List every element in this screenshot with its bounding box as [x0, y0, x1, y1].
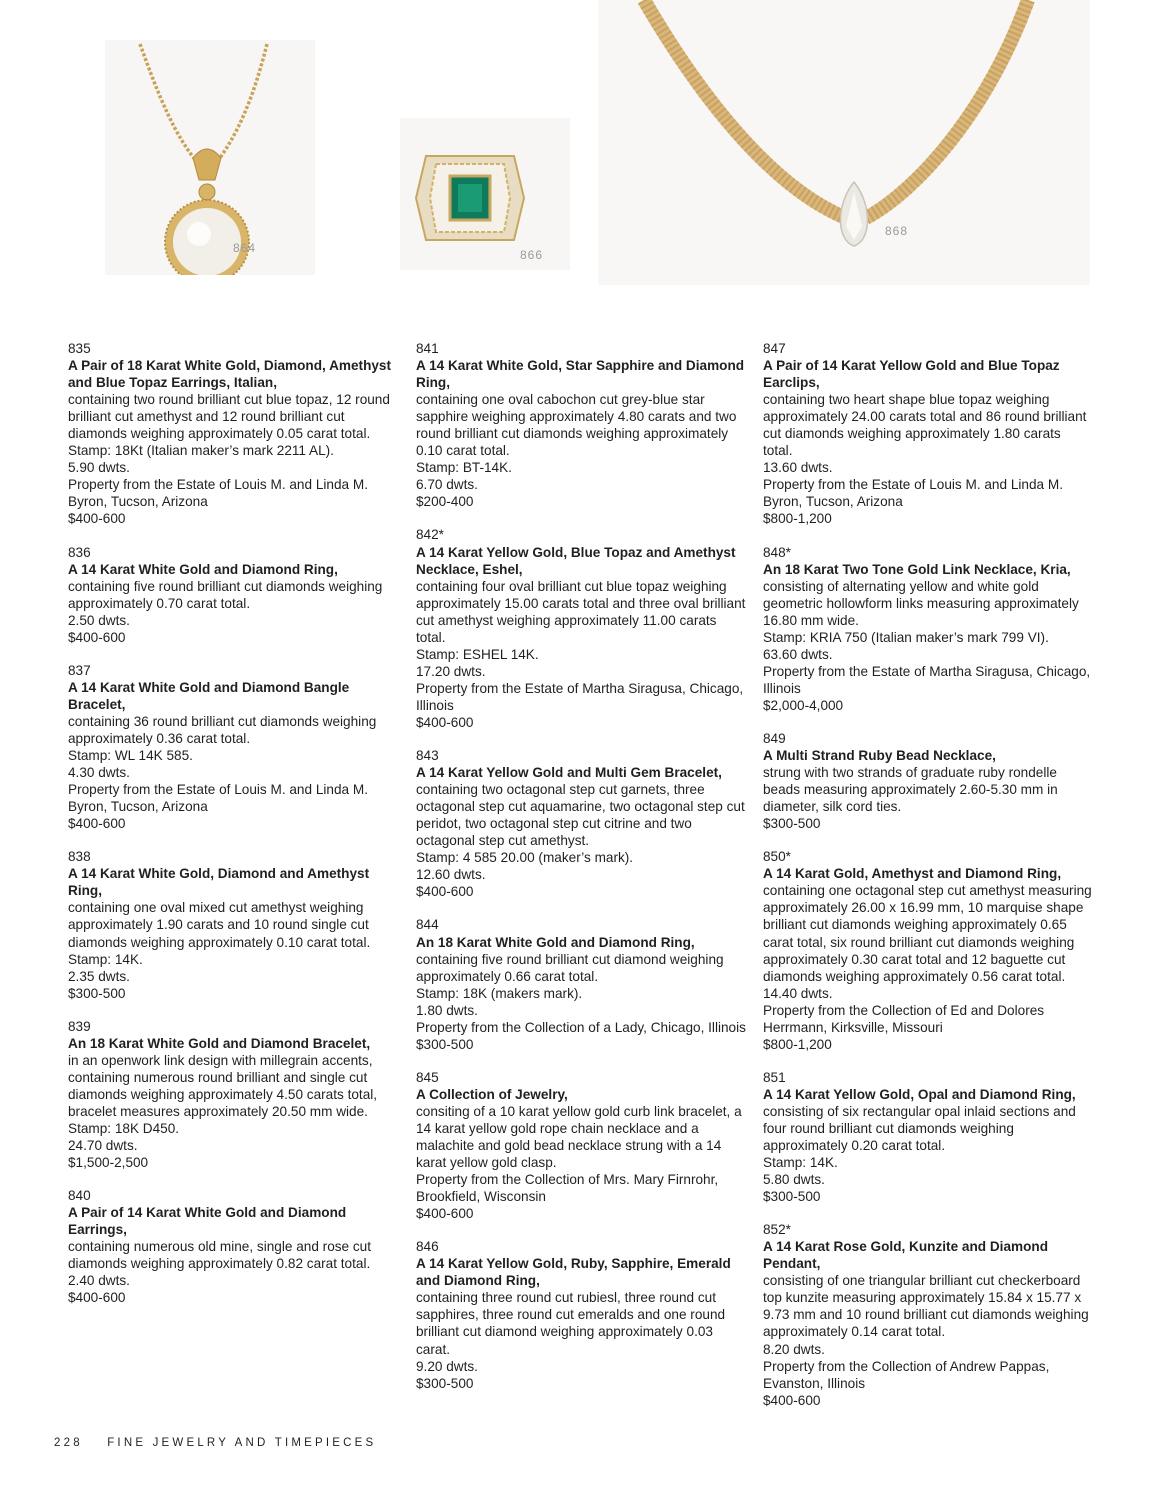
lot-848 — [763, 544, 1093, 714]
lot-842 — [416, 526, 746, 731]
lot-estimate: $1,500-2,500 — [68, 1155, 149, 1171]
lot-weight: 5.80 dwts. — [763, 1172, 825, 1188]
lot-stamp: Stamp: 18K D450. — [68, 1120, 180, 1136]
lot-846 — [416, 1238, 746, 1391]
lot-weight: 1.80 dwts. — [416, 1002, 478, 1018]
photo-label-866: 866 — [520, 248, 544, 262]
lot-weight: 2.35 dwts. — [68, 968, 130, 984]
lot-number: 845 — [416, 1069, 439, 1085]
lot-estimate: $400-600 — [763, 1392, 821, 1408]
lot-description: consisting of alternating yellow and white gold geometric hollowform links measuring approximately 16.80 mm wide. — [763, 578, 1079, 628]
lot-description: containing five round brilliant cut diamond weighing approximately 0.66 carat total. — [416, 951, 724, 984]
catalog-column-1 — [68, 340, 398, 1322]
photo-lot-866 — [400, 118, 570, 270]
lot-description: containing two round brilliant cut blue topaz, 12 round brilliant cut amethyst and 12 round brilliant cut diamonds weighing approximately 0.05 carat total. — [68, 392, 390, 442]
lot-stamp: Stamp: 4 585 20.00 (maker’s mark). — [416, 850, 634, 866]
lot-849 — [763, 730, 1093, 832]
section-title: FINE JEWELRY AND TIMEPIECES — [107, 1437, 377, 1449]
lot-number: 840 — [68, 1188, 91, 1204]
lot-estimate: $2,000-4,000 — [763, 697, 844, 713]
lot-weight: 2.50 dwts. — [68, 612, 130, 628]
lot-provenance: Property from the Collection of Ed and Dolores Herrmann, Kirksville, Missouri — [763, 1002, 1045, 1035]
lot-title: A 14 Karat Yellow Gold and Multi Gem Bracelet, — [416, 765, 722, 781]
lot-835 — [68, 340, 398, 528]
lot-description: in an openwork link design with millegrain accents, containing numerous round brilliant and single cut diamonds weighing approximately 4.50 carats total, bracelet measures approximately 20.50 mm wide. — [68, 1052, 378, 1119]
lot-weight: 14.40 dwts. — [763, 985, 833, 1001]
lot-weight: 13.60 dwts. — [763, 460, 833, 476]
photo-label-868: 868 — [885, 224, 909, 238]
lot-title: A Pair of 14 Karat White Gold and Diamond Earrings, — [68, 1205, 347, 1238]
lot-description: consisting of six rectangular opal inlaid sections and four round brilliant cut diamonds weighing approximately 0.20 carat total. — [763, 1103, 1076, 1154]
lot-number: 846 — [416, 1239, 439, 1255]
lot-title: A Pair of 14 Karat Yellow Gold and Blue Topaz Earclips, — [763, 358, 1060, 391]
lot-weight: 5.90 dwts. — [68, 460, 130, 476]
lot-weight: 63.60 dwts. — [763, 646, 833, 662]
lot-number: 850* — [763, 849, 791, 865]
lot-stamp: Stamp: 18Kt (Italian maker’s mark 2211 AL). — [68, 443, 334, 459]
lot-description: containing four oval brilliant cut blue topaz weighing approximately 15.00 carats total and three oval brilliant cut amethyst weighing approximately 11.00 carats total. — [416, 578, 746, 645]
lot-description: consiting of a 10 karat yellow gold curb link bracelet, a 14 karat yellow gold rope chain necklace and a malachite and gold bead necklace strung with a 14 karat yellow gold clasp. — [416, 1103, 742, 1171]
lot-weight: 4.30 dwts. — [68, 765, 130, 781]
lot-843 — [416, 747, 746, 900]
lot-weight: 8.20 dwts. — [763, 1341, 825, 1357]
lot-provenance: Property from the Collection of Mrs. Mary Firnrohr, Brookfield, Wisconsin — [416, 1172, 719, 1205]
lot-title: A 14 Karat White Gold, Star Sapphire and Diamond Ring, — [416, 358, 745, 391]
lot-number: 851 — [763, 1069, 786, 1085]
page-footer — [54, 1437, 376, 1449]
lot-stamp: Stamp: ESHEL 14K. — [416, 646, 539, 662]
lot-852 — [763, 1221, 1093, 1409]
lot-title: A Multi Strand Ruby Bead Necklace, — [763, 748, 996, 764]
lot-weight: 6.70 dwts. — [416, 477, 478, 493]
lot-description: containing numerous old mine, single and rose cut diamonds weighing approximately 0.82 carat total. — [68, 1239, 372, 1272]
lot-weight: 24.70 dwts. — [68, 1138, 138, 1154]
photo-label-864: 864 — [233, 241, 257, 255]
lot-title: A 14 Karat Rose Gold, Kunzite and Diamond Pendant, — [763, 1239, 1049, 1272]
lot-estimate: $400-600 — [68, 1290, 126, 1306]
lot-description: containing one octagonal step cut amethyst measuring approximately 26.00 x 16.99 mm, 10 marquise shape brilliant cut diamonds weighing approximately 0.65 carat total, six round brilliant cut diamonds weighing approximately 0.30 carat total and 12 baguette cut diamonds weighing approximately 0.56 carat total. — [763, 883, 1092, 984]
lot-estimate: $300-500 — [763, 816, 821, 832]
lot-provenance: Property from the Estate of Louis M. and Linda M. Byron, Tucson, Arizona — [763, 477, 1063, 510]
lot-stamp: Stamp: 14K. — [68, 951, 143, 967]
lot-number: 844 — [416, 917, 439, 933]
lot-estimate: $400-600 — [68, 511, 126, 527]
lot-stamp: Stamp: KRIA 750 (Italian maker’s mark 799 VI). — [763, 629, 1049, 645]
lot-stamp: Stamp: WL 14K 585. — [68, 748, 193, 764]
catalog-column-2 — [416, 340, 746, 1408]
lot-provenance: Property from the Estate of Martha Siragusa, Chicago, Illinois — [763, 663, 1091, 696]
lot-description: containing one oval cabochon cut grey-blue star sapphire weighing approximately 4.80 carats and two round brilliant cut diamonds weighing approximately 0.10 carat total. — [416, 392, 737, 459]
lot-851 — [763, 1069, 1093, 1205]
lot-stamp: Stamp: 14K. — [763, 1155, 838, 1171]
lot-850 — [763, 848, 1093, 1053]
lot-title: A 14 Karat White Gold and Diamond Bangle Bracelet, — [68, 679, 350, 712]
lot-number: 848* — [763, 544, 791, 560]
lot-title: An 18 Karat White Gold and Diamond Ring, — [416, 934, 695, 950]
lot-description: strung with two strands of graduate ruby rondelle beads measuring approximately 2.60-5.30 mm in diameter, silk cord ties. — [763, 765, 1058, 815]
catalog-column-3 — [763, 340, 1093, 1425]
lot-841 — [416, 340, 746, 510]
lot-838 — [68, 848, 398, 1001]
lot-839 — [68, 1018, 398, 1171]
lot-title: A Pair of 18 Karat White Gold, Diamond, Amethyst and Blue Topaz Earrings, Italian, — [68, 358, 392, 391]
lot-description: containing five round brilliant cut diamonds weighing approximately 0.70 carat total. — [68, 578, 383, 611]
lot-title: A 14 Karat Yellow Gold, Ruby, Sapphire, Emerald and Diamond Ring, — [416, 1256, 731, 1289]
lot-weight: 17.20 dwts. — [416, 663, 486, 679]
lot-estimate: $400-600 — [68, 816, 126, 832]
lot-837 — [68, 662, 398, 832]
lot-estimate: $400-600 — [416, 1206, 474, 1222]
lot-estimate: $300-500 — [416, 1036, 474, 1052]
lot-estimate: $800-1,200 — [763, 1036, 832, 1052]
lot-provenance: Property from the Collection of Andrew Pappas, Evanston, Illinois — [763, 1358, 1050, 1391]
lot-provenance: Property from the Collection of a Lady, Chicago, Illinois — [416, 1019, 746, 1035]
lot-845 — [416, 1069, 746, 1222]
lot-number: 839 — [68, 1018, 91, 1034]
lot-number: 838 — [68, 849, 91, 865]
lot-estimate: $800-1,200 — [763, 511, 832, 527]
lot-stamp: Stamp: 18K (makers mark). — [416, 985, 583, 1001]
lot-840 — [68, 1187, 398, 1306]
page-number: 228 — [54, 1437, 83, 1449]
lot-836 — [68, 544, 398, 646]
lot-estimate: $400-600 — [416, 714, 474, 730]
lot-847 — [763, 340, 1093, 528]
lot-description: containing 36 round brilliant cut diamonds weighing approximately 0.36 carat total. — [68, 713, 377, 746]
lot-title: A 14 Karat White Gold and Diamond Ring, — [68, 561, 338, 577]
lot-stamp: Stamp: BT-14K. — [416, 460, 512, 476]
lot-estimate: $300-500 — [416, 1375, 474, 1391]
lot-number: 842* — [416, 527, 444, 543]
lot-estimate: $300-500 — [763, 1189, 821, 1205]
lot-estimate: $400-600 — [416, 884, 474, 900]
lot-title: An 18 Karat Two Tone Gold Link Necklace, Kria, — [763, 561, 1071, 577]
lot-provenance: Property from the Estate of Martha Siragusa, Chicago, Illinois — [416, 680, 744, 713]
lot-number: 835 — [68, 341, 91, 356]
lot-title: A Collection of Jewelry, — [416, 1086, 568, 1102]
lot-title: A 14 Karat Yellow Gold, Opal and Diamond Ring, — [763, 1086, 1076, 1102]
lot-number: 836 — [68, 544, 91, 560]
lot-provenance: Property from the Estate of Louis M. and Linda M. Byron, Tucson, Arizona — [68, 477, 368, 510]
lot-number: 837 — [68, 662, 91, 678]
photo-lot-868 — [598, 0, 1090, 285]
lot-estimate: $300-500 — [68, 985, 126, 1001]
lot-number: 852* — [763, 1222, 791, 1238]
lot-weight: 12.60 dwts. — [416, 867, 486, 883]
photo-lot-864 — [105, 40, 315, 275]
lot-number: 849 — [763, 730, 786, 746]
lot-number: 843 — [416, 748, 439, 764]
lot-description: consisting of one triangular brilliant cut checkerboard top kunzite measuring approximately 15.84 x 15.77 x 9.73 mm and 10 round brilliant cut diamonds weighing approximately 0.14 carat total. — [763, 1273, 1089, 1340]
lot-estimate: $200-400 — [416, 494, 474, 510]
lot-weight: 9.20 dwts. — [416, 1358, 478, 1374]
lot-weight: 2.40 dwts. — [68, 1273, 130, 1289]
lot-estimate: $400-600 — [68, 629, 126, 645]
lot-description: containing one oval mixed cut amethyst weighing approximately 1.90 carats and 10 round single cut diamonds weighing approximately 0.10 carat total. — [68, 900, 371, 950]
lot-844 — [416, 916, 746, 1052]
lot-title: An 18 Karat White Gold and Diamond Bracelet, — [68, 1035, 371, 1051]
lot-number: 841 — [416, 341, 439, 356]
lot-title: A 14 Karat White Gold, Diamond and Amethyst Ring, — [68, 866, 370, 899]
lot-number: 847 — [763, 341, 786, 356]
lot-title: A 14 Karat Yellow Gold, Blue Topaz and Amethyst Necklace, Eshel, — [416, 544, 736, 577]
lot-provenance: Property from the Estate of Louis M. and Linda M. Byron, Tucson, Arizona — [68, 782, 368, 815]
lot-description: containing two heart shape blue topaz weighing approximately 24.00 carats total and 86 round brilliant cut diamonds weighing approximately 1.80 carats total. — [763, 392, 1087, 459]
lot-description: containing three round cut rubiesl, three round cut sapphires, three round cut emeralds and one round brilliant cut diamond weighing approximately 0.03 carat. — [416, 1290, 726, 1357]
lot-description: containing two octagonal step cut garnets, three octagonal step cut aquamarine, two octagonal step cut peridot, two octagonal step cut citrine and two octagonal step cut amethyst. — [416, 782, 745, 849]
lot-title: A 14 Karat Gold, Amethyst and Diamond Ring, — [763, 866, 1062, 882]
